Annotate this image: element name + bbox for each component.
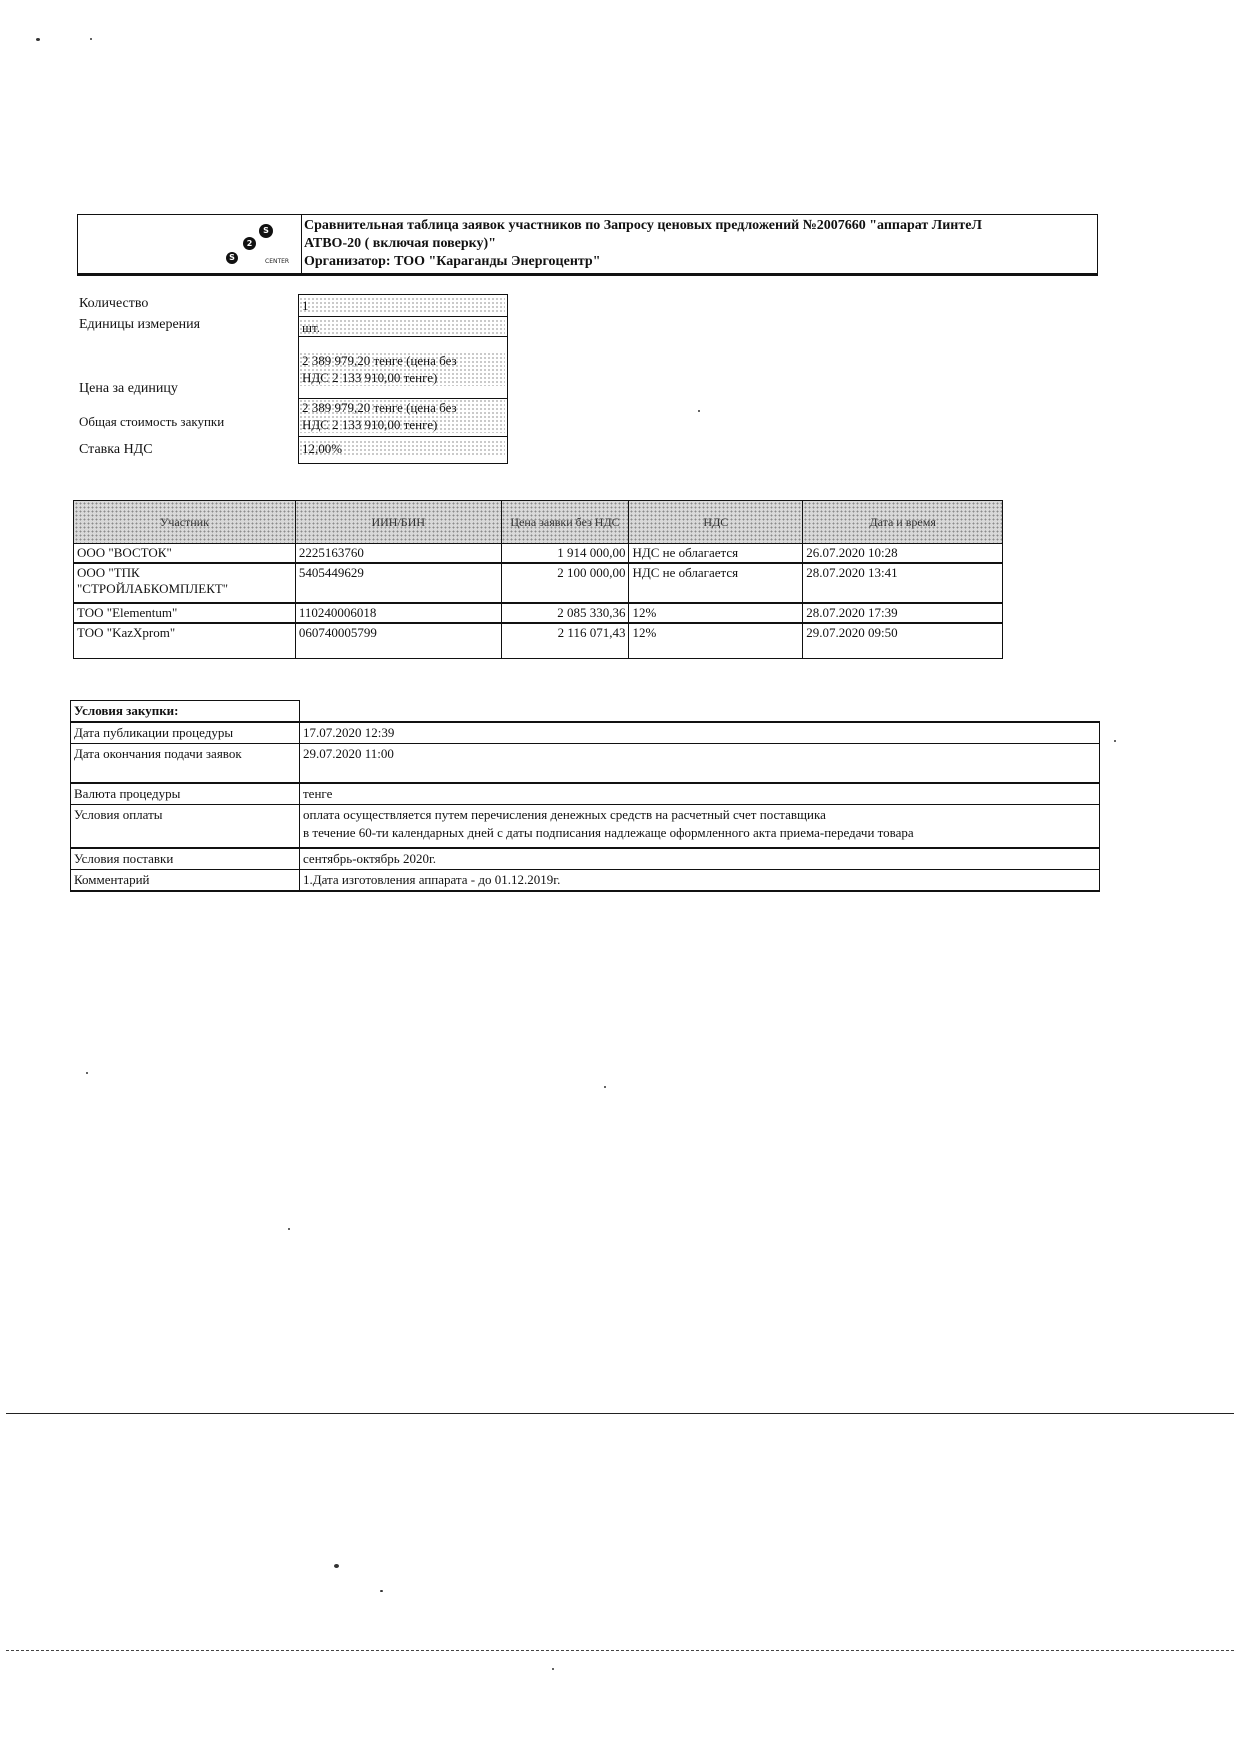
datetime-cell: 28.07.2020 13:41: [803, 563, 1003, 603]
vat-cell: НДС не облагается: [629, 544, 803, 564]
bin-cell: 2225163760: [295, 544, 501, 564]
table-row: [71, 783, 1100, 805]
unit-price-value: [299, 352, 505, 386]
participant-cell: ТОО "KazXprom": [74, 623, 296, 659]
quantity-value: 1: [299, 297, 505, 314]
unit-label: Единицы измерения: [79, 317, 201, 332]
empty-cell: [300, 701, 1100, 723]
currency-label: Валюта процедуры: [71, 783, 300, 805]
title-line: Сравнительная таблица заявок участников по Запросу ценовых предложений №2007660 "аппарат ЛинтеЛ: [304, 218, 982, 233]
table-row: [71, 805, 1100, 849]
scan-speck: [288, 1228, 290, 1230]
unit-price-line: 2 389 979,20 тенге (цена без: [302, 353, 457, 368]
vat-rate-value: 12,00%: [299, 440, 505, 457]
total-cost-line: 2 389 979,20 тенге (цена без: [302, 400, 457, 415]
price-cell: 2 085 330,36: [501, 603, 629, 623]
scan-speck: [334, 1564, 339, 1568]
datetime-cell: 26.07.2020 10:28: [803, 544, 1003, 564]
datetime-cell: 29.07.2020 09:50: [803, 623, 1003, 659]
comment-label: Комментарий: [71, 870, 300, 892]
table-row: [71, 701, 1100, 723]
publication-label: Дата публикации процедуры: [71, 722, 300, 744]
table-row: [74, 623, 1003, 659]
vat-cell: 12%: [629, 623, 803, 659]
publication-value: 17.07.2020 12:39: [300, 722, 1100, 744]
bin-cell: 110240006018: [295, 603, 501, 623]
scan-speck: [90, 38, 92, 40]
deadline-value: 29.07.2020 11:00: [300, 744, 1100, 784]
column-header: Дата и время: [803, 501, 1003, 544]
unit-price-line: НДС 2 133 910,00 тенге): [302, 370, 438, 385]
payment-line: в течение 60-ти календарных дней с даты подписания надлежаще оформленного акта приема-передачи товара: [303, 825, 914, 840]
price-cell: 2 100 000,00: [501, 563, 629, 603]
table-row: [74, 603, 1003, 623]
page-divider-line: [6, 1650, 1234, 1651]
column-header: НДС: [629, 501, 803, 544]
bids-table: [73, 500, 1003, 659]
comment-value: 1.Дата изготовления аппарата - до 01.12.2019г.: [300, 870, 1100, 892]
price-cell: 1 914 000,00: [501, 544, 629, 564]
logo-dot-icon: 2: [243, 237, 256, 250]
vat-cell: НДС не облагается: [629, 563, 803, 603]
datetime-cell: 28.07.2020 17:39: [803, 603, 1003, 623]
bin-cell: 060740005799: [295, 623, 501, 659]
logo-dot-icon: S: [259, 224, 273, 238]
scan-speck: [552, 1668, 554, 1670]
organizer: Организатор: ТОО "Караганды Энергоцентр": [304, 254, 601, 269]
unit-price-label: Цена за единицу: [79, 381, 178, 396]
scan-speck: [86, 1072, 88, 1074]
participant-cell: ТОО "Elementum": [74, 603, 296, 623]
table-row: [74, 563, 1003, 603]
currency-value: тенге: [300, 783, 1100, 805]
payment-line: оплата осуществляется путем перечисления денежных средств на расчетный счет поставщика: [303, 807, 826, 822]
vat-rate-label: Ставка НДС: [79, 442, 153, 457]
total-cost-value: [299, 399, 505, 433]
participant-cell: ООО "ТПК "СТРОЙЛАБКОМПЛЕКТ": [74, 563, 296, 603]
delivery-value: сентябрь-октябрь 2020г.: [300, 848, 1100, 870]
page-divider-line: [6, 1413, 1234, 1414]
document-title: [304, 217, 1094, 271]
price-cell: 2 116 071,43: [501, 623, 629, 659]
scan-speck: [604, 1086, 606, 1088]
scan-speck: [698, 410, 700, 412]
table-row: [74, 544, 1003, 564]
unit-value: шт.: [299, 319, 505, 336]
table-row: [71, 722, 1100, 744]
table-row: [71, 848, 1100, 870]
column-header: Цена заявки без НДС: [501, 501, 629, 544]
scan-speck: [36, 38, 40, 41]
table-row: [71, 744, 1100, 784]
conditions-table: [70, 700, 1100, 892]
scan-speck: [380, 1590, 383, 1592]
conditions-title: Условия закупки:: [71, 701, 300, 723]
participant-cell: ООО "ВОСТОК": [74, 544, 296, 564]
title-line: АТВО-20 ( включая поверку)": [304, 236, 496, 251]
bin-cell: 5405449629: [295, 563, 501, 603]
column-header: Участник: [74, 501, 296, 544]
table-row: [71, 870, 1100, 892]
deadline-label: Дата окончания подачи заявок: [71, 744, 300, 784]
payment-label: Условия оплаты: [71, 805, 300, 849]
total-cost-line: НДС 2 133 910,00 тенге): [302, 417, 438, 432]
quantity-label: Количество: [79, 296, 149, 311]
logo-text: CENTER: [265, 258, 290, 265]
scan-speck: [1114, 740, 1116, 742]
total-cost-label: Общая стоимость закупки: [79, 414, 225, 429]
column-header: ИИН/БИН: [295, 501, 501, 544]
logo: [78, 215, 302, 273]
payment-value: [300, 805, 1100, 849]
vat-cell: 12%: [629, 603, 803, 623]
logo-dot-icon: S: [226, 252, 238, 264]
header-block: [77, 214, 1098, 276]
table-header-row: [74, 501, 1003, 544]
delivery-label: Условия поставки: [71, 848, 300, 870]
parameters-box: [298, 294, 508, 464]
